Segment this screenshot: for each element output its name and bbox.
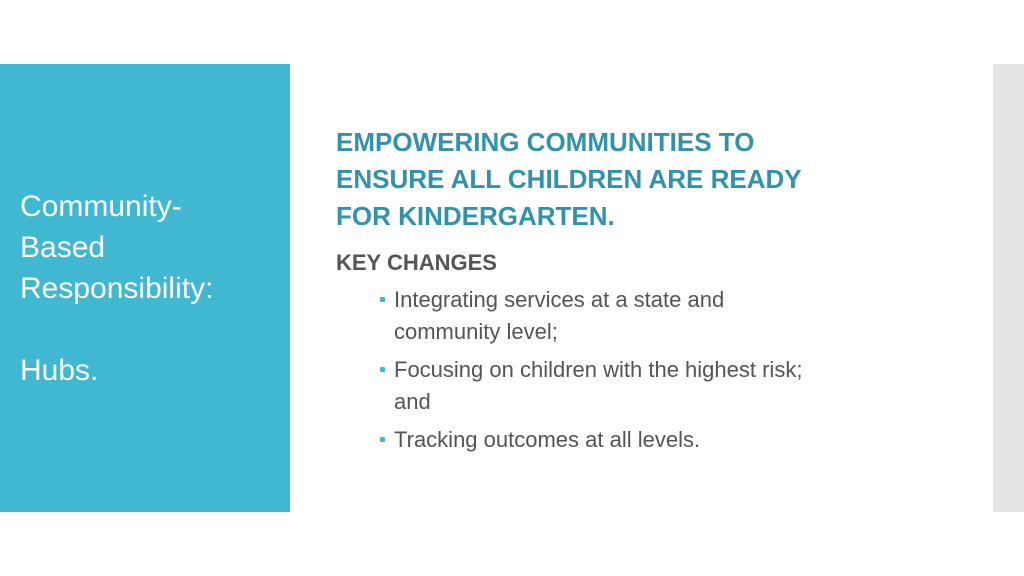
- slide-subtitle: Hubs.: [20, 354, 99, 387]
- bullet-icon: [380, 437, 385, 442]
- right-side-bar: [993, 64, 1024, 512]
- bullet-text-line: Integrating services at a state and: [394, 287, 725, 312]
- key-changes-subheading: KEY CHANGES: [336, 250, 497, 275]
- bullet-text-line: Focusing on children with the highest risk;: [394, 357, 803, 382]
- slide-title-line: Based: [20, 231, 106, 264]
- bullet-text-line: community level;: [394, 319, 558, 344]
- heading-line: FOR KINDERGARTEN.: [336, 201, 615, 231]
- slide-title: [20, 186, 285, 391]
- bullet-item: [378, 354, 938, 418]
- bullet-item: [378, 424, 938, 456]
- bullet-list: [378, 284, 938, 462]
- slide-title-line: Responsibility:: [20, 272, 214, 305]
- bullet-icon: [380, 367, 385, 372]
- slide-title-line: Community-: [20, 190, 182, 223]
- content-heading: [336, 124, 936, 235]
- bullet-item: [378, 284, 938, 348]
- bullet-text-line: and: [394, 389, 431, 414]
- heading-line: EMPOWERING COMMUNITIES TO: [336, 127, 755, 157]
- bullet-text-line: Tracking outcomes at all levels.: [394, 427, 701, 452]
- bullet-icon: [380, 297, 385, 302]
- title-spacer: [20, 309, 285, 350]
- heading-line: ENSURE ALL CHILDREN ARE READY: [336, 164, 802, 194]
